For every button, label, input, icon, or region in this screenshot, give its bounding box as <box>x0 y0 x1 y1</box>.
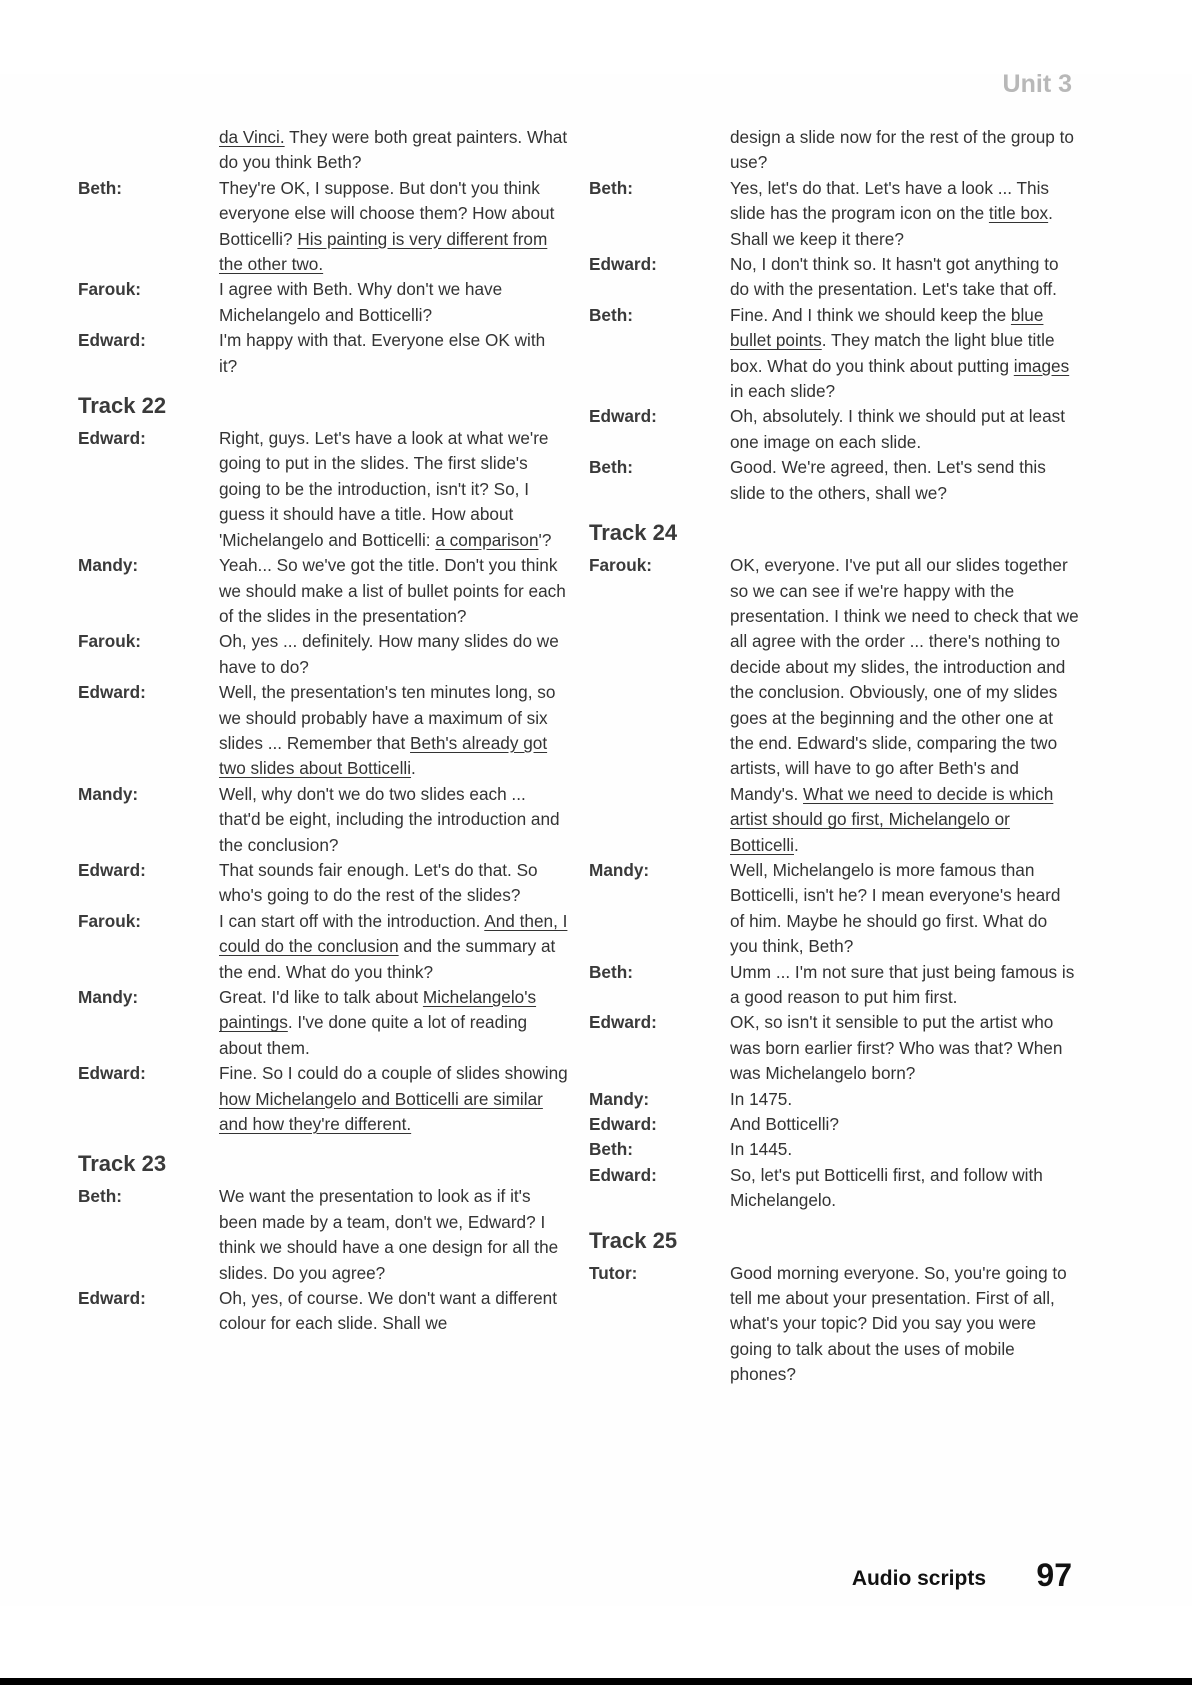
underlined-phrase: da Vinci. <box>219 127 285 147</box>
page-number: 97 <box>1036 1557 1072 1593</box>
underlined-phrase: What we need to decide is which artist should go first, Michelangelo or Botticelli <box>730 783 1054 855</box>
dialogue-text <box>219 1061 568 1137</box>
underlined-phrase: blue bullet points <box>730 304 1044 351</box>
dialogue-line <box>78 985 568 1061</box>
dialogue-line <box>589 858 1079 960</box>
text-run: I'm happy with that. Everyone else OK with it? <box>219 330 546 376</box>
dialogue-text <box>219 426 568 553</box>
underlined-phrase: a comparison <box>435 529 539 550</box>
dialogue-text <box>219 176 568 278</box>
text-run: And Botticelli? <box>730 1114 839 1135</box>
speaker-name: Beth: <box>589 457 633 478</box>
speaker-name: Farouk: <box>78 910 142 931</box>
speaker-name: Mandy: <box>589 1088 650 1109</box>
bottom-rule <box>0 1678 1192 1685</box>
speaker-name: Tutor: <box>589 1262 638 1283</box>
speaker-name: Mandy: <box>78 555 139 576</box>
text-run: In 1475. <box>730 1088 793 1109</box>
text-run: Well, Michelangelo is more famous than Botticelli, isn't he? I mean everyone's heard of him. Maybe he should go first. What do you think, Beth? <box>730 859 1061 957</box>
text-run: So, let's put Botticelli first, and follow with Michelangelo. <box>730 1164 1043 1211</box>
text-run: . <box>411 758 416 779</box>
speaker-name: Edward: <box>78 1063 146 1084</box>
dialogue-line <box>78 1286 568 1337</box>
dialogue-text <box>219 1184 568 1286</box>
speaker-name: Mandy: <box>589 859 650 880</box>
text-run: Good morning everyone. So, you're going to tell me about your presentation. First of all, what's your topic? Did you say you were going to talk about the uses of mobile phones? <box>730 1262 1067 1385</box>
text-run: They were both great painters. What do you think Beth? <box>219 127 568 173</box>
text-run: That sounds fair enough. Let's do that. So who's going to do the rest of the slides? <box>219 859 538 906</box>
dialogue-line <box>589 252 1079 303</box>
text-run: design a slide now for the rest of the group to use? <box>730 127 1074 173</box>
dialogue-line <box>78 553 568 629</box>
track-heading: Track 25 <box>589 1227 678 1253</box>
dialogue-line <box>78 858 568 909</box>
text-run: . I've done quite a lot of reading about them. <box>219 1012 528 1058</box>
speaker-name: Beth: <box>78 1186 122 1207</box>
speaker-name <box>78 125 219 176</box>
text-run: . They match the light blue title box. What do you think about putting <box>730 330 1055 376</box>
dialogue-text <box>730 553 1079 858</box>
dialogue-text <box>219 1286 568 1337</box>
top-margin <box>0 0 1192 74</box>
text-run: Oh, yes ... definitely. How many slides do we have to do? <box>219 631 559 677</box>
speaker-name: Edward: <box>589 1012 657 1033</box>
text-run: I agree with Beth. Why don't we have Michelangelo and Botticelli? <box>219 279 503 325</box>
dialogue-line <box>78 1184 568 1286</box>
track-heading: Track 22 <box>78 393 167 419</box>
dialogue-line <box>589 455 1079 506</box>
dialogue-line <box>78 125 568 176</box>
dialogue-line <box>78 1061 568 1137</box>
dialogue-text <box>219 858 568 909</box>
dialogue-text <box>730 1137 1079 1162</box>
speaker-name: Beth: <box>589 177 633 198</box>
text-run: We want the presentation to look as if it's been made by a team, don't we, Edward? I think we should have a one design for all the slides. Do you agree? <box>219 1186 559 1283</box>
underlined-phrase: Michelangelo's paintings <box>219 987 537 1033</box>
text-run: Yeah... So we've got the title. Don't you think we should make a list of bullet points for each of the slides in the presentation? <box>219 555 566 626</box>
text-run: In 1445. <box>730 1139 793 1160</box>
speaker-name: Edward: <box>78 428 146 449</box>
dialogue-text <box>219 909 568 985</box>
dialogue-line <box>589 1112 1079 1137</box>
text-run: . Shall we keep it there? <box>730 203 1053 249</box>
text-run: in each slide? <box>730 381 836 402</box>
dialogue-text <box>219 782 568 858</box>
speaker-name: Edward: <box>78 1288 146 1309</box>
speaker-name: Edward: <box>589 1164 657 1185</box>
speaker-name <box>589 125 730 176</box>
text-run: and the summary at the end. What do you think? <box>219 936 556 982</box>
speaker-name: Farouk: <box>78 279 142 300</box>
dialogue-line <box>78 909 568 985</box>
dialogue-text <box>219 125 568 176</box>
speaker-name: Farouk: <box>589 555 653 576</box>
dialogue-line <box>589 1010 1079 1086</box>
dialogue-text <box>730 176 1079 252</box>
text-run: Right, guys. Let's have a look at what we're going to put in the slides. The first slide's going to be the introduction, isn't it? So, I guess it should have a title. How about 'Michelangelo and Botticelli: <box>219 428 549 550</box>
dialogue-line <box>589 1087 1079 1112</box>
bottom-margin <box>0 1606 1192 1685</box>
left-column <box>78 125 568 1337</box>
text-run: Yes, let's do that. Let's have a look ... This slide has the program icon on the <box>730 177 1049 224</box>
dialogue-line <box>589 176 1079 252</box>
underlined-phrase: how Michelangelo and Botticelli are similar and how they're different. <box>219 1088 543 1135</box>
dialogue-text <box>219 629 568 680</box>
dialogue-text <box>730 455 1079 506</box>
dialogue-line <box>589 1137 1079 1162</box>
speaker-name: Beth: <box>78 177 122 198</box>
dialogue-text <box>730 1261 1079 1388</box>
text-run: No, I don't think so. It hasn't got anything to do with the presentation. Let's take that off. <box>730 254 1059 300</box>
text-run: Oh, yes, of course. We don't want a different colour for each slide. Shall we <box>219 1288 557 1334</box>
footer-title: Audio scripts <box>851 1567 986 1590</box>
dialogue-line <box>78 629 568 680</box>
text-run: I can start off with the introduction. <box>219 910 485 931</box>
dialogue-text <box>730 960 1079 1011</box>
text-run: They're OK, I suppose. But don't you think everyone else will choose them? How about Botticelli? <box>219 177 555 249</box>
text-run: Fine. So I could do a couple of slides showing <box>219 1063 568 1084</box>
right-column <box>589 125 1079 1388</box>
dialogue-text <box>730 404 1079 455</box>
dialogue-text <box>730 1010 1079 1086</box>
track-heading: Track 24 <box>589 520 678 546</box>
dialogue-text <box>730 125 1079 176</box>
speaker-name: Beth: <box>589 304 633 325</box>
speaker-name: Mandy: <box>78 987 139 1007</box>
dialogue-line <box>589 1261 1079 1388</box>
unit-label: Unit 3 <box>1002 70 1072 98</box>
speaker-name: Edward: <box>589 254 657 275</box>
text-run: Well, why don't we do two slides each ... that'd be eight, including the introduction and the conclusion? <box>219 783 560 855</box>
track-heading: Track 23 <box>78 1151 167 1177</box>
text-run: OK, everyone. I've put all our slides together so we can see if we're happy with the presentation. I think we need to check that we all agree with the order ... there's nothing to decide about my slides, the introduction and the conclusion. Obviously, one of my slides goes at the beginning and the other one at the end. Edward's slide, comparing the two artists, will have to go after Beth's and Mandy's. <box>730 555 1079 804</box>
text-run: '? <box>538 529 552 550</box>
underlined-phrase: images <box>1013 355 1070 376</box>
speaker-name: Edward: <box>78 330 146 351</box>
speaker-name: Mandy: <box>78 783 139 804</box>
dialogue-line <box>589 960 1079 1011</box>
dialogue-line <box>589 553 1079 858</box>
text-run: Fine. And I think we should keep the <box>730 304 1011 325</box>
text-run: . <box>794 834 799 855</box>
dialogue-text <box>219 680 568 782</box>
dialogue-line <box>78 277 568 328</box>
dialogue-text <box>730 252 1079 303</box>
dialogue-line <box>589 125 1079 176</box>
dialogue-text <box>730 1112 1079 1137</box>
underlined-phrase: title box <box>988 203 1049 224</box>
underlined-phrase: His painting is very different from the other two. <box>219 228 548 275</box>
text-run: Great. I'd like to talk about <box>219 987 423 1007</box>
dialogue-text <box>219 277 568 328</box>
speaker-name: Edward: <box>589 1114 657 1135</box>
speaker-name: Beth: <box>589 961 633 982</box>
speaker-name: Edward: <box>78 682 146 703</box>
dialogue-line <box>589 404 1079 455</box>
dialogue-text <box>219 985 568 1061</box>
dialogue-text <box>730 1087 1079 1112</box>
speaker-name: Farouk: <box>78 631 142 652</box>
dialogue-line <box>589 1163 1079 1214</box>
dialogue-line <box>589 303 1079 405</box>
text-run: Umm ... I'm not sure that just being famous is a good reason to put him first. <box>730 961 1075 1007</box>
dialogue-line <box>78 680 568 782</box>
dialogue-text <box>219 328 568 379</box>
text-run: Oh, absolutely. I think we should put at least one image on each slide. <box>730 406 1066 452</box>
dialogue-text <box>730 1163 1079 1214</box>
dialogue-line <box>78 782 568 858</box>
text-run: OK, so isn't it sensible to put the artist who was born earlier first? Who was that? When was Michelangelo born? <box>730 1012 1063 1084</box>
dialogue-text <box>730 303 1079 405</box>
dialogue-text <box>730 858 1079 960</box>
speaker-name: Edward: <box>78 859 146 880</box>
speaker-name: Edward: <box>589 406 657 427</box>
underlined-phrase: Beth's already got two slides about Botticelli <box>219 732 548 779</box>
dialogue-line <box>78 176 568 278</box>
dialogue-line <box>78 328 568 379</box>
underlined-phrase: And then, I could do the conclusion <box>219 910 568 957</box>
dialogue-line <box>78 426 568 553</box>
text-run: Well, the presentation's ten minutes long, so we should probably have a maximum of six slides ... Remember that <box>219 682 556 753</box>
speaker-name: Beth: <box>589 1139 633 1160</box>
text-run: Good. We're agreed, then. Let's send this slide to the others, shall we? <box>730 457 1046 503</box>
dialogue-text <box>219 553 568 629</box>
